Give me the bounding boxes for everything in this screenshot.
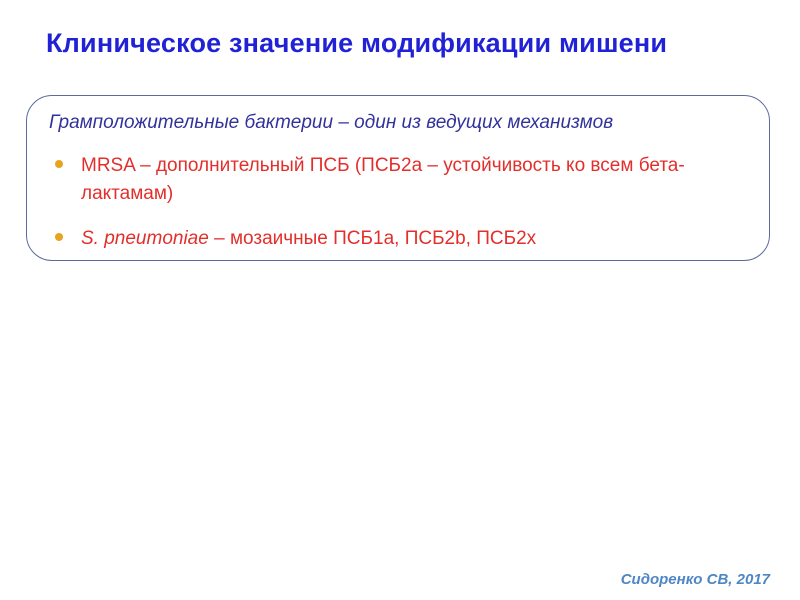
bullet-item-mrsa <box>49 152 747 207</box>
bullet-text-mrsa <box>81 152 747 207</box>
attribution-text: Сидоренко СВ, 2017 <box>620 571 770 588</box>
bullet-italic-part: S. pneumoniae <box>81 228 209 250</box>
bullet-regular-part: – мозаичные ПСБ1а, ПСБ2b, ПСБ2х <box>208 228 537 250</box>
bullet-text-pneumoniae <box>81 225 536 253</box>
bullet-regular-part: MRSA – дополнительный ПСБ (ПСБ2а – устойчивость ко всем бета-лактамам) <box>81 155 685 204</box>
box-heading: Грамположительные бактерии – один из ведущих механизмов <box>49 112 614 133</box>
bullet-dot-icon <box>55 233 63 241</box>
slide-title: Клиническое значение модификации мишени <box>46 28 668 58</box>
content-box <box>26 95 770 261</box>
bullet-dot-icon <box>55 160 63 168</box>
bullet-list <box>49 152 747 253</box>
bullet-item-pneumoniae <box>49 225 747 253</box>
